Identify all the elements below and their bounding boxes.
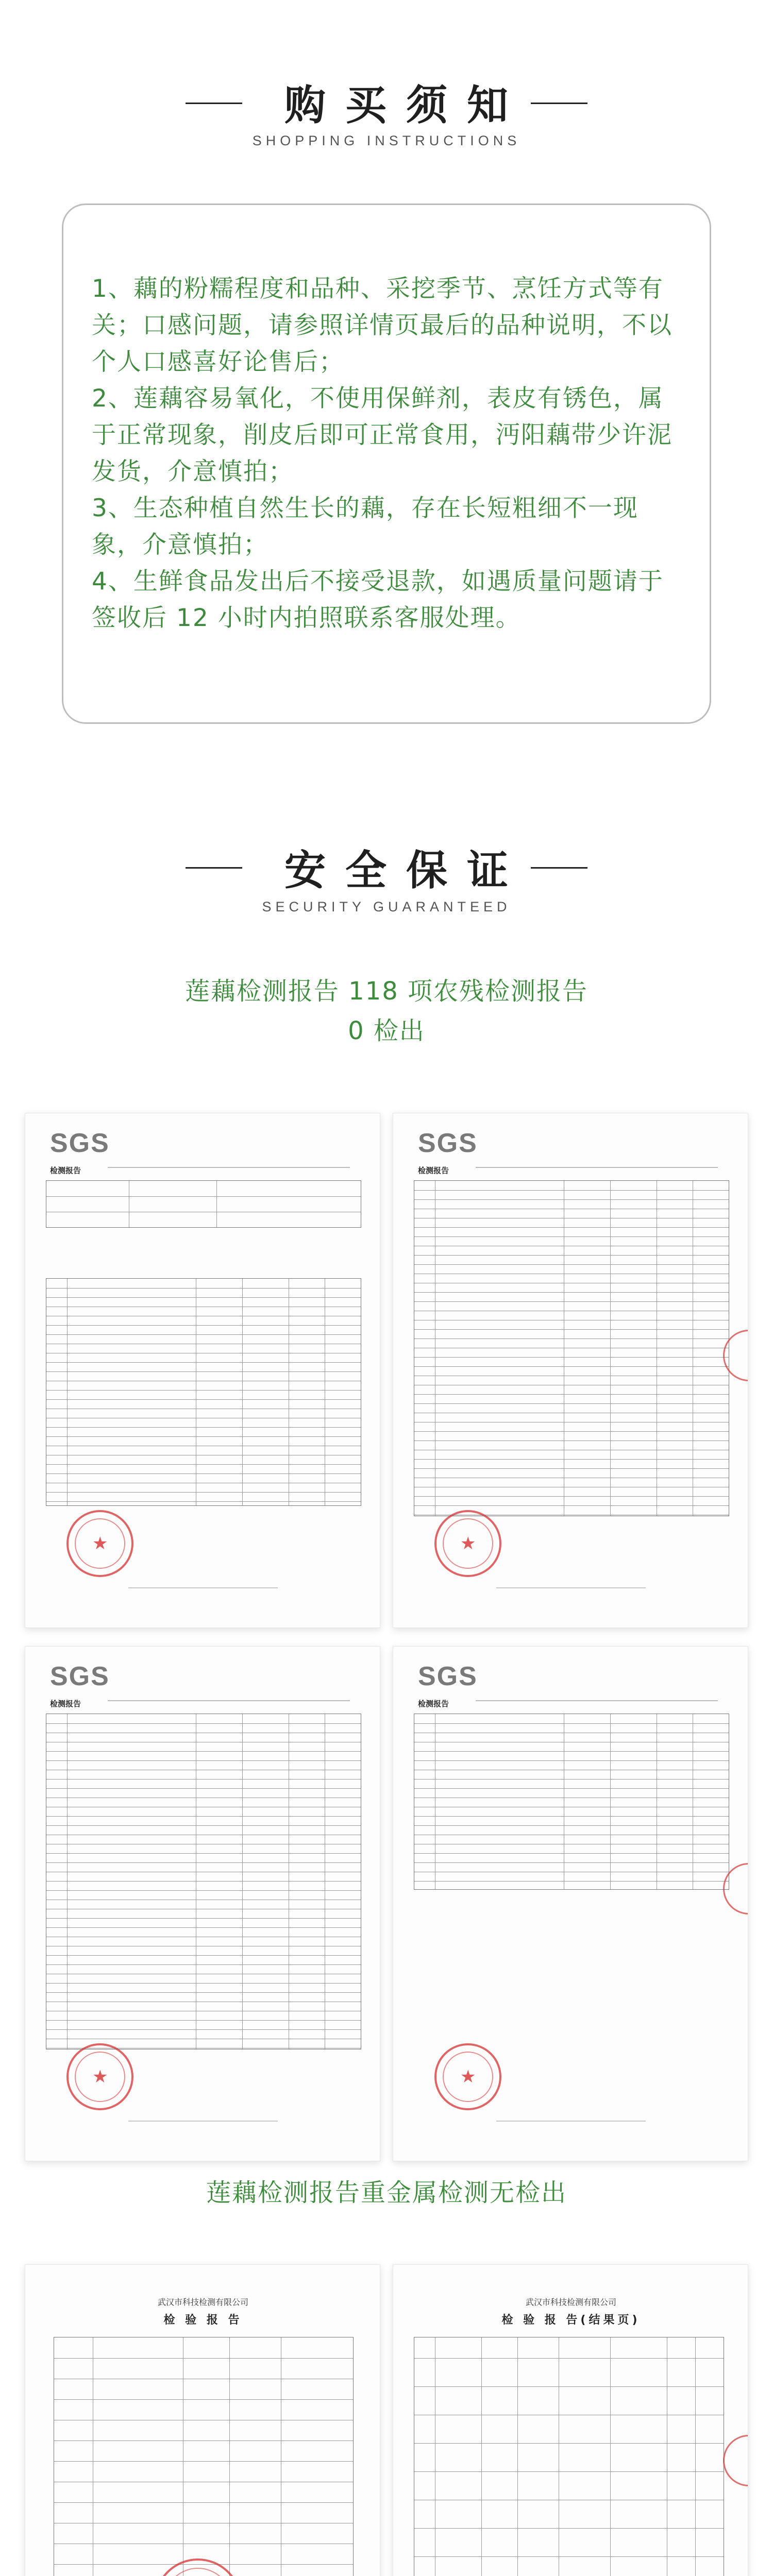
- official-stamp: [66, 1510, 133, 1577]
- report-table: [414, 1714, 729, 1890]
- official-stamp: [434, 1510, 501, 1577]
- report-table: [46, 1278, 361, 1506]
- security-title: 安全保证: [284, 846, 528, 894]
- report-table: [414, 2337, 724, 2576]
- report-table: [414, 1180, 729, 1516]
- report-title: 检测报告: [50, 1166, 81, 1175]
- stamp-star-icon: ★: [460, 1533, 476, 1554]
- report-org: 武汉市科技检测有限公司: [525, 2297, 616, 2307]
- notice-line-1: 1、藕的粉糯程度和品种、采挖季节、烹饪方式等有关；口感问题，请参照详情页最后的品种说明，不以个人口感喜好论售后；: [92, 275, 673, 376]
- stamp-star-icon: ★: [460, 2066, 476, 2087]
- purchase-notice-subtitle: SHOPPING INSTRUCTIONS: [252, 133, 521, 148]
- sgs-logo: SGS: [50, 1128, 110, 1158]
- stamp-star-icon: ★: [92, 2066, 108, 2087]
- official-stamp: [66, 2043, 133, 2110]
- sgs-report-page-2: [393, 1113, 748, 1628]
- sgs-report-page-4: [393, 1646, 748, 2161]
- official-stamp: [434, 2043, 501, 2110]
- pesticide-caption-line1: 莲藕检测报告 118 项农残检测报告: [184, 977, 589, 1006]
- sgs-report-page-1: [25, 1113, 380, 1628]
- report-table: [54, 2337, 354, 2576]
- report-title: 检测报告: [418, 1699, 449, 1708]
- report-title: 检测报告: [50, 1699, 81, 1708]
- heavy-metal-report-page-1: [25, 2264, 380, 2576]
- sgs-logo: SGS: [418, 1128, 478, 1158]
- notice-line-2: 2、莲藕容易氧化，不使用保鲜剂，表皮有锈色，属于正常现象，削皮后即可正常食用，沔阳藕带少许泥发货，介意慎拍；: [92, 384, 673, 486]
- heavy-metal-caption: 莲藕检测报告重金属检测无检出: [206, 2178, 567, 2207]
- notice-text: [92, 270, 684, 636]
- pesticide-caption-line2: 0 检出: [348, 1016, 425, 1045]
- security-subtitle: SECURITY GUARANTEED: [262, 899, 511, 914]
- report-title: 检 验 报 告: [163, 2314, 243, 2327]
- sgs-report-page-3: [25, 1646, 380, 2161]
- sgs-logo: SGS: [418, 1662, 478, 1691]
- report-table: [46, 1714, 361, 2049]
- heavy-metal-report-page-2: [393, 2264, 748, 2576]
- notice-line-4: 4、生鲜食品发出后不接受退款，如遇质量问题请于签收后 12 小时内拍照联系客服处理。: [92, 567, 664, 632]
- report-title: 检 验 报 告(结果页): [501, 2314, 641, 2327]
- report-title: 检测报告: [418, 1166, 449, 1175]
- sgs-logo: SGS: [50, 1662, 110, 1691]
- report-org: 武汉市科技检测有限公司: [157, 2297, 248, 2307]
- notice-line-3: 3、生态种植自然生长的藕，存在长短粗细不一现象，介意慎拍；: [92, 494, 638, 559]
- purchase-notice-title: 购买须知: [284, 81, 528, 129]
- edge-stamp: [723, 2435, 748, 2486]
- stamp-star-icon: ★: [92, 1533, 108, 1554]
